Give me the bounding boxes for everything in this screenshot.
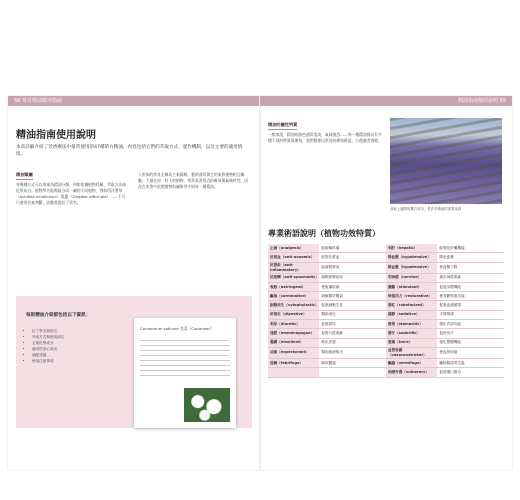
term-cell: 恢復活力（restorative） [386,292,437,301]
table-row [268,301,504,310]
term-cell: 治療外傷（vulnerary） [386,368,437,377]
right-page [260,96,512,470]
table-row [268,273,504,282]
section-heading: 精油的屬性特質 [268,122,297,130]
term-cell: 驅風（carminative） [268,292,319,301]
definition-cell: 強化胃部功能 [437,320,504,329]
definition-cell: 使身體恢復功能 [437,292,504,301]
definition-cell: 降低體溫 [319,358,386,367]
terminology-table [268,244,504,378]
left-page [8,96,260,470]
definition-cell: 使血壓下降 [437,262,504,273]
definition-cell: 能對抗貧血 [319,253,386,262]
table-row [268,253,504,262]
term-cell: 細胞再生（cytophylactic） [268,301,319,310]
card-text-lines [140,340,230,380]
definition-cell: 促進傷口癒合 [437,368,504,377]
definition-cell: 使組織收縮 [319,282,386,291]
list-item: • 主要化學成分 [32,340,132,346]
list-item: • 適用的身心狀況 [32,346,132,352]
definition-cell: 能強化肝臟機能 [437,244,504,253]
table-row [268,358,504,367]
definition-cell: 促進月經流動 [319,329,386,338]
table-row [268,282,504,291]
right-page-header: 精油指南使用說明 59 [260,96,512,106]
term-cell: 退燒（febrifuge） [268,358,319,367]
term-cell: 鎮靜（sedative） [386,310,437,319]
table-row [268,329,504,338]
term-cell: 降血壓（hypotensive） [386,253,437,262]
table-row [268,368,504,377]
definition-cell: 平靜情緒 [437,310,504,319]
definition-cell: 降低血壓 [437,253,504,262]
definition-cell: 強化整體機能 [437,338,504,347]
info-panel-title: 每則精油介紹都包括以下資訊： [26,313,91,318]
definition-cell: 促使出汗 [437,329,504,338]
term-cell: 止痛（analgesic） [268,244,319,253]
definition-cell: 鎮定神經系統 [437,273,504,282]
term-cell: 健胃（stomachic） [386,320,437,329]
section-heading: 精油類屬 [16,172,33,180]
definition-cell: 幫助消化 [319,310,386,319]
term-cell: 利肝（hepatic） [386,244,437,253]
table-row [268,320,504,329]
definition-cell: 能減輕發炎 [319,262,386,273]
list-item: • 使用注意事項 [32,358,132,364]
term-cell: 潤膚（emollient） [268,338,319,347]
definition-cell: 減輕痙攣症狀 [319,273,386,282]
table-title: 專業術語說明（植物功效特質） [268,229,380,238]
term-cell: 通經（emmenagogue） [268,329,319,338]
body-column-2: 人所知的常見名稱為主來歸類，藝術通常與它的來源植物相互關聯。不過在同一科下的植物，常常有著相近的療效與氣味特性，因此在本書中依照植物科屬排列介紹每一種精油。 [138,172,249,189]
definition-cell [319,368,386,377]
table-row [268,262,504,273]
term-cell: 滋補（tonic） [386,338,437,347]
definition-cell: 軟化皮膚 [319,338,386,347]
term-cell: 抗貧血（anti-anaemic） [268,253,319,262]
book-spread [8,96,512,470]
definition-cell: 能緩解疼痛 [319,244,386,253]
intro-text: 本章詳細介紹了芳香療法中最常使用的47種單方精油，內容包括它們的萃取方式、運作機制，以及主要的適用情境。 [16,145,243,157]
definition-cell: 幫助痰液排出 [319,347,386,358]
photo-caption: 高地上盛開的薰衣草田，是許多精油的重要來源 [390,207,462,211]
term-cell: 抗痙攣（anti-spasmodic） [268,273,319,282]
table-row [268,310,504,319]
definition-cell: 促進身體機能 [437,282,504,291]
term-cell: 抗發炎（anti-inflammatory） [268,262,319,273]
list-item: • 調配建議 [32,352,132,358]
definition-cell: 促進排尿 [319,320,386,329]
table-row [268,292,504,301]
table-row [268,338,504,347]
list-item: • 拉丁學名與俗名 [32,328,132,334]
lavender-field-photo [390,118,502,204]
term-cell: 收斂（astringent） [268,282,319,291]
term-cell: 利尿（diuretic） [268,320,319,329]
definition-cell: 驅除腸道寄生蟲 [437,358,504,367]
info-panel [16,296,252,428]
body-column-1: 有幾種方式可以用來為精油分類，例如依據植物科屬、萃取方法或化學成分。植物學名能夠區分同一屬的不同植物，例如西洋蓍草（Achillea millefolium）與薑（Zingiber officinale）……不可只憑俗名來判斷，而應查證拉丁學名。 [16,182,127,205]
body-text: 一般來說，精油的顏色通常很淡，氣味強烈……每一種精油都具有多種不同的特質與療效，我們整理出常見的療效術語，方便讀者查閱。 [268,132,382,143]
table-row [268,244,504,253]
flower-image [184,388,230,422]
definition-cell: 使血管收縮 [437,347,504,358]
term-cell [268,368,319,377]
term-cell: 助消化（digestive） [268,310,319,319]
term-cell: 驅蟲（vermifuge） [386,358,437,367]
term-cell: 激勵（stimulant） [386,282,437,291]
term-cell: 血管收縮（vasoconstrictor） [386,347,437,358]
info-list [24,328,132,364]
term-cell: 發汗（sudorific） [386,329,437,338]
term-cell: 發紅（rubefacient） [386,301,437,310]
list-item: • 萃取方式與使用部位 [32,334,132,340]
term-cell: 利神經（nervine） [386,273,437,282]
table-row [268,347,504,358]
definition-cell: 促進血液循環 [437,301,504,310]
card-title: Coriandrum sativum 芫荽（Coriander） [140,326,214,331]
page-title: 精油指南使用說明 [16,130,96,141]
definition-cell: 促進細胞生長 [319,301,386,310]
term-cell: 降血壓（hypotensive） [386,262,437,273]
sample-entry-card [134,318,236,428]
term-cell: 祛痰（expectorant） [268,347,319,358]
definition-cell: 緩解腸胃脹氣 [319,292,386,301]
left-page-header: 58 常見精油應用指南 [8,96,260,106]
